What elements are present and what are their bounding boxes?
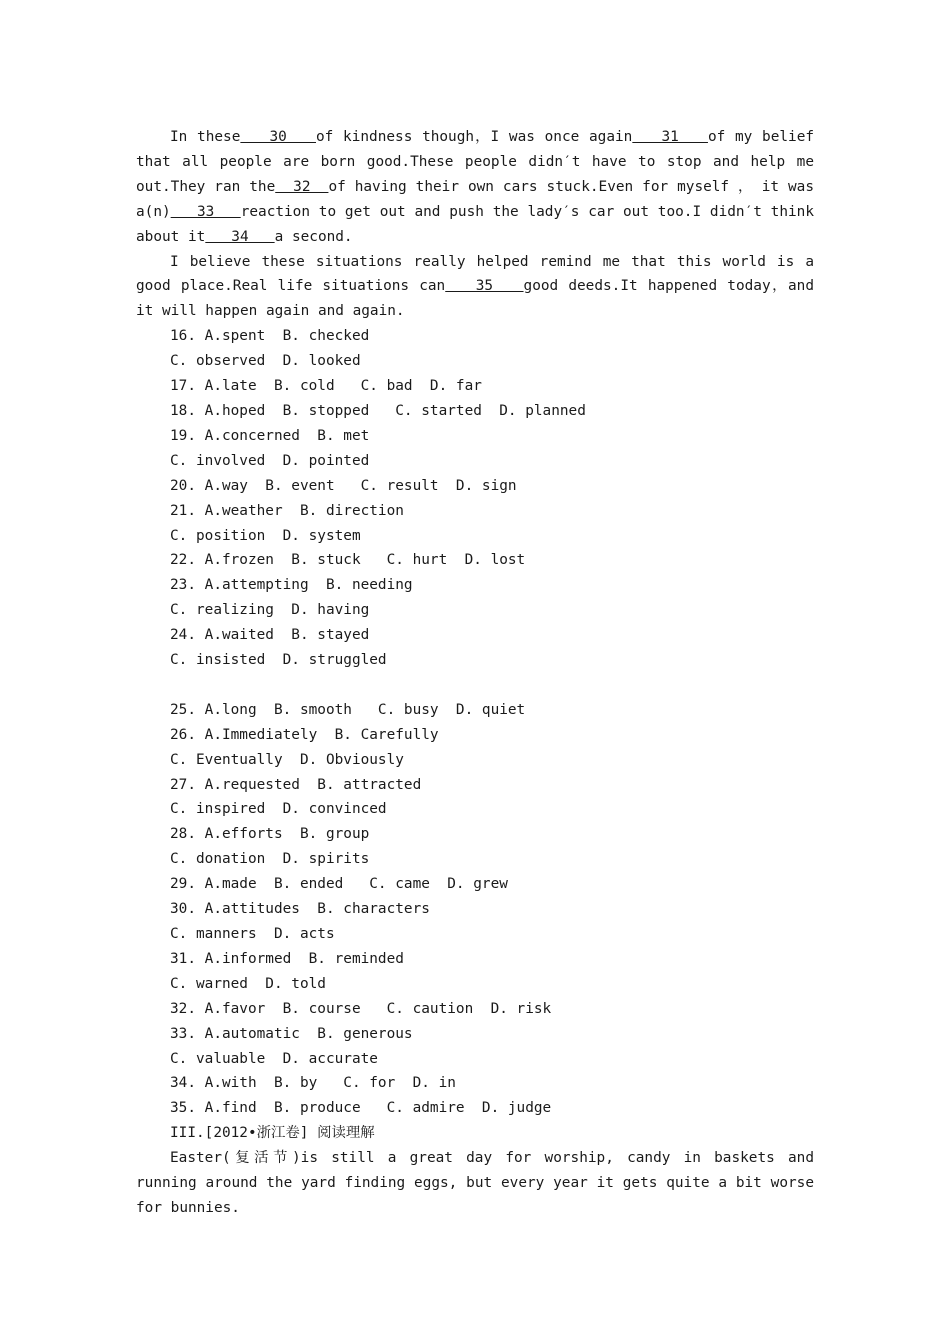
document-page bbox=[136, 125, 814, 1221]
question-line: 21. A.weather B. direction bbox=[170, 502, 404, 519]
question-line: 29. A.made B. ended C. came D. grew bbox=[170, 876, 508, 893]
question-line: 16. A.spent B. checked bbox=[170, 328, 370, 345]
blank-33: 33 bbox=[170, 203, 241, 220]
question-line: C. Eventually D. Obviously bbox=[170, 751, 404, 768]
text-run: reaction to get out and push the lady′s car out too.I didn′t think about it bbox=[136, 203, 814, 245]
blank-line bbox=[136, 673, 814, 698]
question-line: 17. A.late B. cold C. bad D. far bbox=[170, 378, 482, 395]
question-line: C. manners D. acts bbox=[170, 925, 335, 942]
blank-35: 35 bbox=[445, 278, 524, 295]
question-line: C. donation D. spirits bbox=[170, 851, 370, 868]
question-line: 24. A.waited B. stayed bbox=[170, 627, 370, 644]
question-line: 33. A.automatic B. generous bbox=[170, 1025, 413, 1042]
question-line: 35. A.find B. produce C. admire D. judge bbox=[170, 1100, 552, 1117]
question-line: C. position D. system bbox=[170, 527, 361, 544]
question-line: 20. A.way B. event C. result D. sign bbox=[170, 477, 517, 494]
question-list-2 bbox=[136, 698, 814, 1121]
text-run: I believe these situations really helped remind me that this world is a good place.Real life situations can bbox=[136, 253, 814, 295]
text-run: of my belief that all people are born good.These people didn′t have to stop and help me out.They ran the bbox=[136, 129, 815, 195]
question-line: C. inspired D. convinced bbox=[170, 801, 387, 818]
question-line: 25. A.long B. smooth C. busy D. quiet bbox=[170, 701, 526, 718]
question-line: 22. A.frozen B. stuck C. hurt D. lost bbox=[170, 552, 526, 569]
question-line: C. involved D. pointed bbox=[170, 452, 370, 469]
question-line: 19. A.concerned B. met bbox=[170, 427, 370, 444]
question-line: 34. A.with B. by C. for D. in bbox=[170, 1075, 456, 1092]
question-list-1 bbox=[136, 324, 814, 673]
question-line: C. insisted D. struggled bbox=[170, 652, 387, 669]
passage-paragraph-2 bbox=[136, 250, 814, 325]
question-line: C. warned D. told bbox=[170, 975, 326, 992]
question-line: 23. A.attempting B. needing bbox=[170, 577, 413, 594]
question-line: 32. A.favor B. course C. caution D. risk bbox=[170, 1000, 552, 1017]
blank-32: 32 bbox=[275, 178, 329, 195]
blank-34: 34 bbox=[205, 228, 275, 245]
text-run: In these bbox=[170, 129, 241, 145]
blank-30: 30 bbox=[240, 129, 316, 145]
question-line: 31. A.informed B. reminded bbox=[170, 950, 404, 967]
section-heading: III.[2012•浙江卷] 阅读理解 bbox=[170, 1125, 375, 1142]
question-line: C. valuable D. accurate bbox=[170, 1050, 378, 1067]
question-line: 30. A.attitudes B. characters bbox=[170, 901, 430, 918]
text-run: of having their own cars stuck.Even for myself ， it was a(n) bbox=[136, 178, 815, 220]
text-run: of kindness though，I was once again bbox=[316, 129, 633, 145]
passage-paragraph-1 bbox=[136, 125, 814, 250]
question-line: 28. A.efforts B. group bbox=[170, 826, 370, 843]
question-line: 26. A.Immediately B. Carefully bbox=[170, 726, 439, 743]
blank-31: 31 bbox=[632, 129, 708, 145]
reading-paragraph: Easter(复活节)is still a great day for worship, candy in baskets and running around the yard finding eggs, but every year it gets quite a bit worse for bunnies. bbox=[136, 1150, 814, 1216]
question-line: C. realizing D. having bbox=[170, 602, 370, 619]
question-line: C. observed D. looked bbox=[170, 353, 361, 370]
question-line: 18. A.hoped B. stopped C. started D. planned bbox=[170, 402, 586, 419]
text-run: a second. bbox=[274, 228, 353, 245]
question-line: 27. A.requested B. attracted bbox=[170, 776, 422, 793]
text-run: good deeds.It happened today，and it will happen again and again. bbox=[136, 278, 814, 320]
